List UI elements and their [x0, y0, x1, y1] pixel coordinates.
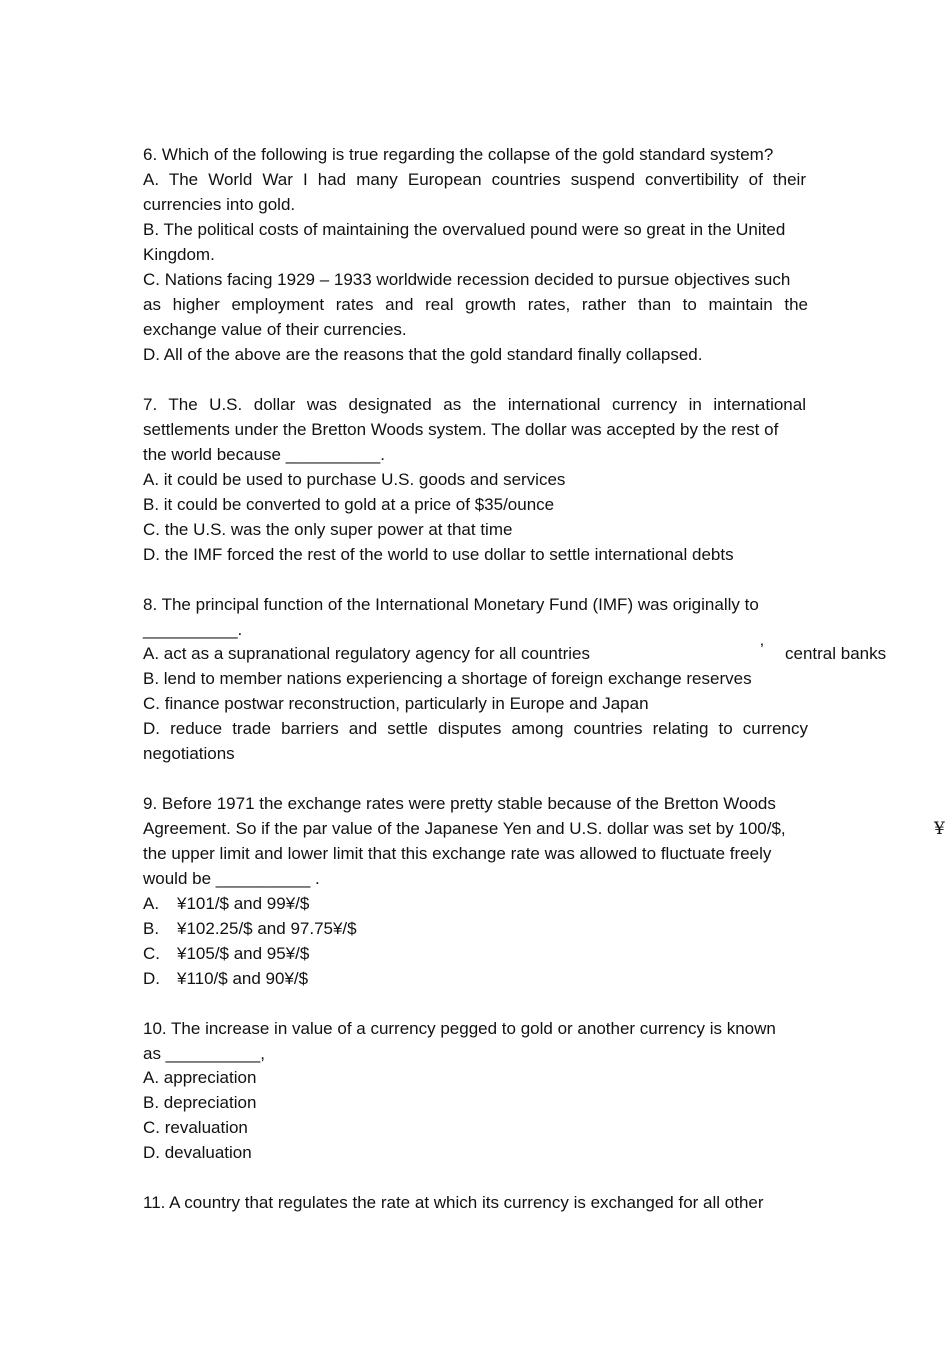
question-10-option-d: D. devaluation [143, 1143, 252, 1162]
question-7-stem-cont2: the world because __________. [143, 445, 385, 464]
question-6-option-b: B. The political costs of maintaining the overvalued pound were so great in the United [143, 220, 786, 239]
question-9-option-c: C. ¥105/$ and 95¥/$ [143, 944, 310, 963]
question-10-stem: 10. The increase in value of a currency pegged to gold or another currency is known [143, 1019, 776, 1038]
question-7-stem: 7. The U.S. dollar was designated as the international currency in international [143, 395, 806, 414]
question-8-option-a: A. act as a supranational regulatory agency for all countries [143, 644, 590, 663]
question-8-stem-cont: __________. [143, 620, 243, 639]
question-10-option-c: C. revaluation [143, 1118, 248, 1137]
question-6-option-a-cont: currencies into gold. [143, 195, 296, 214]
question-7-option-d: D. the IMF forced the rest of the world to use dollar to settle international debts [143, 545, 734, 564]
question-7-option-a: A. it could be used to purchase U.S. goods and services [143, 470, 566, 489]
question-6-option-c-cont: as higher employment rates and real growth rates, rather than to maintain the [143, 295, 808, 314]
question-9-stem-cont2: the upper limit and lower limit that this exchange rate was allowed to fluctuate freely [143, 844, 772, 863]
question-8-option-b: B. lend to member nations experiencing a shortage of foreign exchange reserves [143, 669, 752, 688]
question-9-stray-yen: ¥ [934, 819, 945, 839]
question-9-option-a: A. ¥101/$ and 99¥/$ [143, 894, 310, 913]
question-6-option-a: A. The World War I had many European countries suspend convertibility of their [143, 170, 806, 189]
question-7-option-b: B. it could be converted to gold at a price of $35/ounce [143, 495, 555, 514]
question-8-option-d: D. reduce trade barriers and settle disputes among countries relating to currency [143, 719, 808, 738]
question-8-option-c: C. finance postwar reconstruction, particularly in Europe and Japan [143, 694, 649, 713]
question-6-option-d: D. All of the above are the reasons that the gold standard finally collapsed. [143, 345, 703, 364]
question-8-option-d-cont: negotiations [143, 744, 235, 763]
question-11-stem: 11. A country that regulates the rate at which its currency is exchanged for all other [143, 1193, 764, 1212]
question-8-option-a-apostrophe: ’ [760, 640, 764, 659]
question-9-option-b: B. ¥102.25/$ and 97.75¥/$ [143, 919, 357, 938]
question-10-stem-cont: as __________, [143, 1044, 265, 1063]
question-9-option-d: D. ¥110/$ and 90¥/$ [143, 969, 309, 988]
question-7-stem-cont: settlements under the Bretton Woods system. The dollar was accepted by the rest of [143, 420, 779, 439]
question-6-option-c-cont2: exchange value of their currencies. [143, 320, 407, 339]
question-9-stem: 9. Before 1971 the exchange rates were pretty stable because of the Bretton Woods [143, 794, 776, 813]
question-7-option-c: C. the U.S. was the only super power at that time [143, 520, 513, 539]
question-6-option-c: C. Nations facing 1929 – 1933 worldwide recession decided to pursue objectives such [143, 270, 791, 289]
question-9-stem-cont: Agreement. So if the par value of the Japanese Yen and U.S. dollar was set by 100/$, [143, 819, 786, 838]
question-10-option-a: A. appreciation [143, 1068, 257, 1087]
question-8-stem: 8. The principal function of the International Monetary Fund (IMF) was originally to [143, 595, 759, 614]
question-6-stem: 6. Which of the following is true regarding the collapse of the gold standard system? [143, 145, 774, 164]
question-10-option-b: B. depreciation [143, 1093, 257, 1112]
question-9-stem-cont3: would be __________ . [143, 869, 320, 888]
question-8-option-a-tail: central banks [785, 644, 887, 663]
question-6-option-b-cont: Kingdom. [143, 245, 215, 264]
